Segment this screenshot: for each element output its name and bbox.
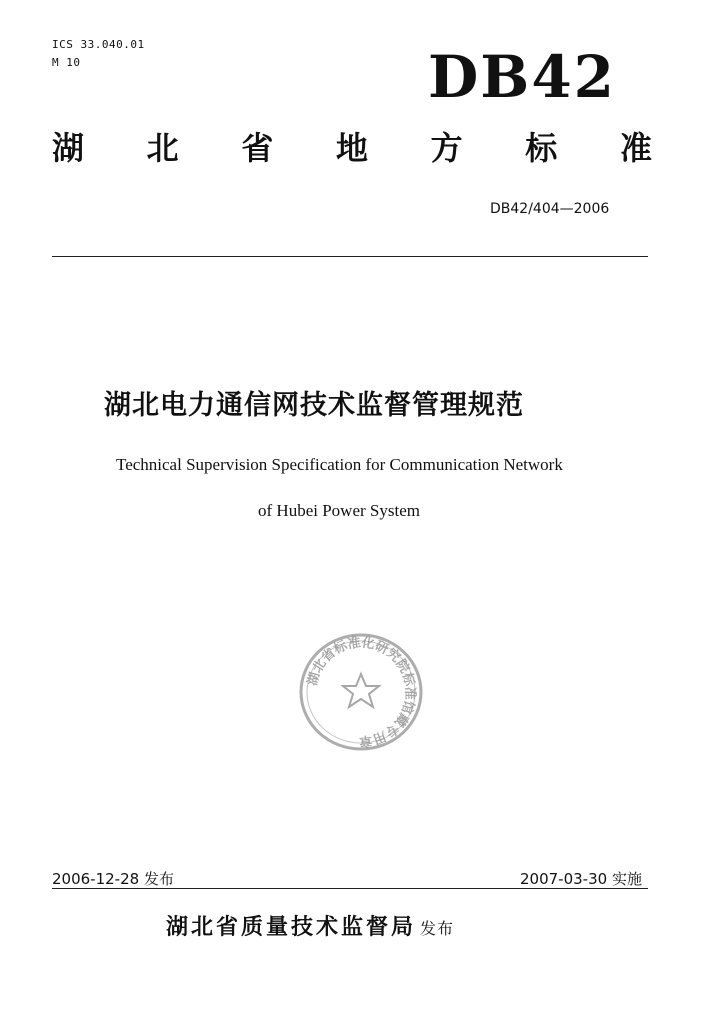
standard-type bbox=[52, 129, 652, 167]
standard-type-char: 省 bbox=[241, 129, 274, 167]
bottom-divider bbox=[52, 888, 648, 889]
library-seal-icon bbox=[296, 630, 426, 754]
issuer-name: 湖北省质量技术监督局 bbox=[166, 915, 417, 940]
svg-text:湖北省标准化研究院标准馆藏专用章: 湖北省标准化研究院标准馆藏专用章 bbox=[305, 635, 418, 749]
title-chinese: 湖北电力通信网技术监督管理规范 bbox=[104, 390, 524, 421]
standard-type-char: 地 bbox=[335, 129, 368, 167]
standard-type-char: 方 bbox=[430, 129, 463, 167]
standard-type-char: 北 bbox=[146, 129, 179, 167]
standard-type-char: 标 bbox=[525, 129, 558, 167]
standard-type-char: 准 bbox=[619, 129, 652, 167]
standard-number: DB42/404—2006 bbox=[490, 201, 610, 217]
top-divider bbox=[52, 256, 648, 257]
db-mark: DB42 bbox=[428, 43, 617, 111]
issuing-authority bbox=[166, 910, 454, 941]
ics-code: ICS 33.040.01 bbox=[52, 38, 145, 51]
issue-date: 2006-12-28 发布 bbox=[52, 870, 174, 888]
issuer-suffix: 发布 bbox=[420, 919, 455, 938]
classification-code: M 10 bbox=[52, 56, 81, 69]
standard-type-char: 湖 bbox=[52, 129, 85, 167]
title-english-line1: Technical Supervision Specification for Communication Network bbox=[116, 455, 563, 474]
title-english-line2: of Hubei Power System bbox=[258, 501, 420, 520]
implementation-date: 2007-03-30 实施 bbox=[520, 870, 642, 888]
